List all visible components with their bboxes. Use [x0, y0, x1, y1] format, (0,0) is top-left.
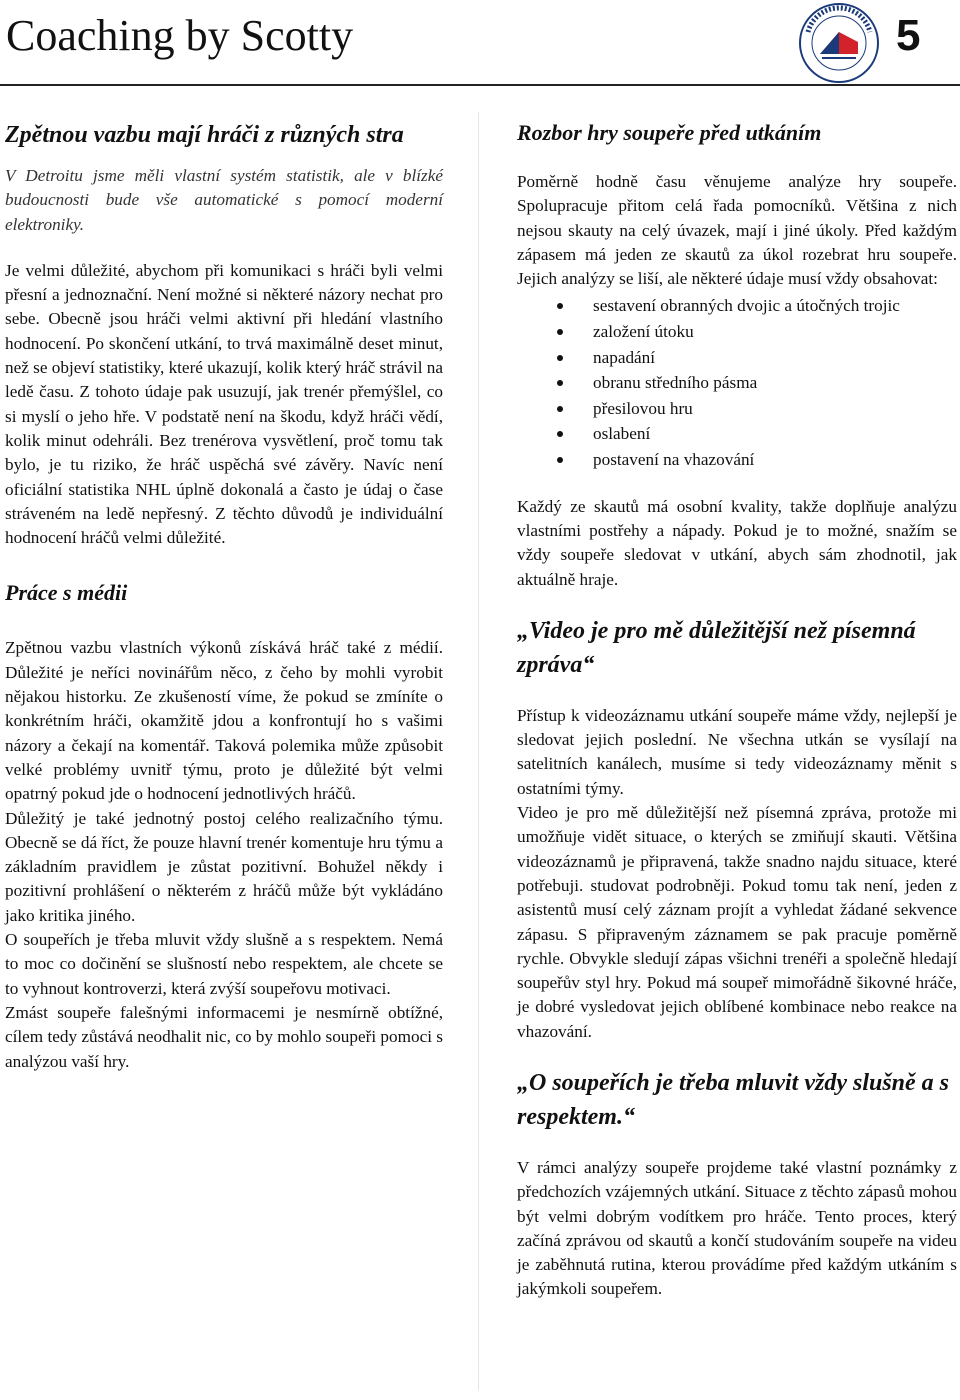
paragraph: Je velmi důležité, abychom při komunikaci s hráči byli velmi přesní a jednoznační. Není možné si některé názory nechat pro sebe. Obecně jsou hráči velmi aktivní při hledání vlastního hodnocení. Po skončení utkání, to trvá maximálně deset minut, než se objeví statistiky, které ukazují, kolik který hráč strávil na ledě času. Z tohoto údaje pak usuzují, jak trenér přemýšlel, co si myslí o jeho hře. V podstatě není na škodu, když hráči vědí, kolik minut odehráli. Bez trenérova vysvětlení, proč tomu tak bylo, je tu riziko, že hráč uspěchá své závěry. Navíc není oficiální statistika NHL úplně dokonalá a často je údaj o čase stráveném na ledě nepřesný. Z těchto důvodů je individuální hodnocení hráčů velmi důležité.: [5, 260, 443, 548]
paragraph: O soupeřích je třeba mluvit vždy slušně a s respektem. Nemá to moc co dočinění se slušností nebo respektem, ale chcete se to vyhnout kontroverzi, která zvýší soupeřovu motivaci.: [5, 930, 443, 998]
section-heading-feedback: Zpětnou vazbu mají hráči z různých stra: [5, 122, 404, 148]
section-heading-media: Práce s médii: [5, 580, 128, 606]
paragraph: Důležitý je také jednotný postoj celého realizačního týmu. Obecně se dá říct, že pouze hlavní trenér komentuje hru týmu a základním pravidlem je zůstat pozitivní. Bohužel někdy i pozitivní prohlášení o některém z hráčů může být vykládáno jako kritika jiného.: [5, 808, 443, 925]
paragraph: Poměrně hodně času věnujeme analýze hry soupeře. Spolupracuje přitom celá řada pomocníků. Většina z nich nejsou skauty na celý úvazek, mají i jiné úkoly. Před každým zápasem má jeden ze skautů za úkol rozebrat hru soupeře. Jejich analýzy se liší, ale některé údaje musí vždy obsahovat:: [517, 172, 957, 289]
bullet-icon: [557, 406, 563, 412]
section-heading-video: „Video je pro mě důležitější než písemná zpráva“: [517, 617, 916, 678]
section-heading-respect: „O soupeřích je třeba mluvit vždy slušně a s respektem.“: [517, 1069, 950, 1130]
list-item: postavení na vhazování: [517, 447, 957, 473]
analysis-checklist: [517, 293, 957, 472]
paragraph: Přístup k videozáznamu utkání soupeře máme vždy, nejlepší je sledovat jejich poslední. Ne všechna utkán se vysílají na satelitních kanálech, musíme si tedy videozáznamy měnit s ostatními týmy.: [517, 705, 957, 798]
bullet-icon: [557, 431, 563, 437]
paragraph: Zmást soupeře falešnými informacemi je nesmírně obtížné, cílem tedy zůstává neodhalit nic, co by mohlo soupeři pomoci s analýzou vaší hry.: [5, 1002, 443, 1071]
bullet-icon: [557, 329, 563, 335]
left-column: [5, 118, 443, 1074]
paragraph: V rámci analýzy soupeře projdeme také vlastní poznámky z předchozích vzájemných utkání. Situace z těchto zápasů mohou být velmi dobrým vodítkem pro hráče. Tento proces, který začíná zprávou od skautů a končí studováním soupeře na videu je zaběhnutá rutina, kterou provádíme před každým utkáním s jakýmkoli soupeřem.: [517, 1157, 957, 1299]
paragraph: Zpětnou vazbu vlastních výkonů získává hráč také z médií. Důležité je neříci novinářům něco, z čeho by mohli vyrobit nějakou historku. Ze zkušeností víme, že pokud se zmíníte o konkrétním hráči, okamžitě jdou a konfrontují ho s vašimi názory a čekají na komentář. Taková polemika může způsobit velké problémy uvnitř týmu, proto je důležité být velmi opatrný pokud jde o hodnocení jednotlivých hráčů.: [5, 638, 443, 804]
section-heading-opponent-analysis: Rozbor hry soupeře před utkáním: [517, 120, 822, 145]
right-column: [517, 118, 957, 1302]
list-item: oslabení: [517, 421, 957, 447]
page-number: 5: [896, 11, 921, 60]
list-item: založení útoku: [517, 319, 957, 345]
paragraph: Video je pro mě důležitější než písemná zpráva, protože mi umožňuje vidět situace, o kterých se zmiňují skauti. Většina videozáznamů je připravená, takže snadno najdu situace, které potřebuji. studovat podrobněji. Pokud tomu tak není, jeden z asistentů musí celý záznam projít a vyhledat žádané sekvence zápasu. S připraveným záznamem se pak pracuje poměrně rychle. Obvykle sledují zápas všichni trenéři a společně hledají soupeřův styl hry. Pokud má soupeř mimořádně šikovné hráče, je dobré vysledovat jejich oblíbené kombinace nebo reakce na vhazování.: [517, 803, 957, 1041]
column-divider: [478, 112, 479, 1390]
list-item: přesilovou hru: [517, 396, 957, 422]
list-item: napadání: [517, 345, 957, 371]
bullet-icon: [557, 380, 563, 386]
intro-paragraph: V Detroitu jsme měli vlastní systém statistik, ale v blízké budoucnosti bude vše automatické s pomocí moderní elektroniky.: [5, 166, 443, 234]
hockey-federation-logo: [798, 2, 880, 84]
bullet-icon: [557, 457, 563, 463]
paragraph: Každý ze skautů má osobní kvality, takže doplňuje analýzu vlastními postřehy a nápady. Pokud je to možné, snažím se vždy soupeře sledovat v utkání, abych sám zhodnotil, jak aktuálně hraje.: [517, 496, 957, 589]
document-title: Coaching by Scotty: [6, 11, 354, 60]
list-item: sestavení obranných dvojic a útočných trojic: [517, 293, 957, 319]
bullet-icon: [557, 355, 563, 361]
list-item: obranu středního pásma: [517, 370, 957, 396]
bullet-icon: [557, 303, 563, 309]
header-divider: [0, 84, 960, 86]
